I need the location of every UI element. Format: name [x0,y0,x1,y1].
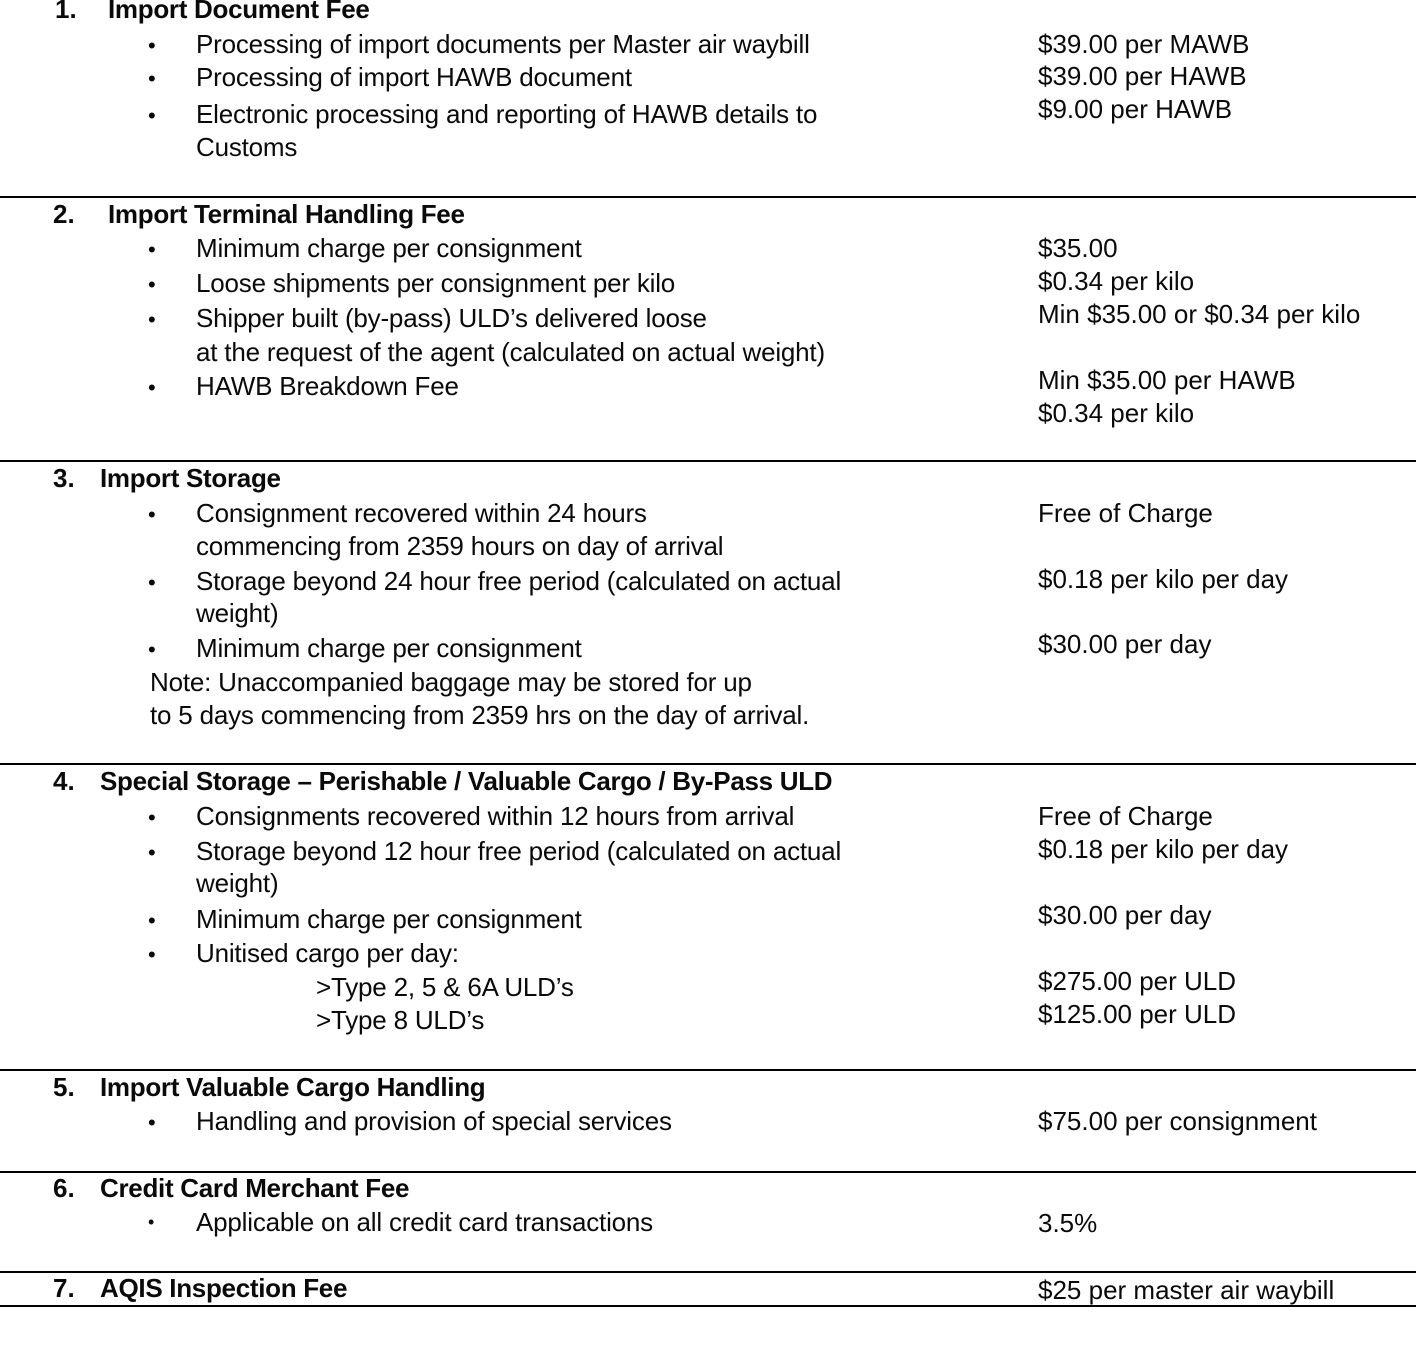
bullet-icon: • [148,33,156,58]
item-description: Minimum charge per consignment [196,904,582,934]
bullet-icon: • [148,502,156,527]
section-number: 5. [53,1072,75,1102]
bullet-icon: • [148,307,156,332]
section-divider [0,196,1416,198]
item-price: $30.00 per day [1038,900,1212,930]
section-number: 3. [53,463,75,493]
section-divider [0,460,1416,462]
section-title: Import Storage [100,463,281,493]
item-price: 3.5% [1038,1208,1098,1238]
item-price: $39.00 per HAWB [1038,61,1247,91]
bullet-icon: • [148,66,156,91]
uld-type-price: $275.00 per ULD [1038,966,1237,996]
bullet-icon: • [148,637,156,662]
item-price: Min $35.00 or $0.34 per kilo [1038,299,1361,329]
uld-type-label: >Type 2, 5 & 6A ULD’s [316,972,574,1002]
bullet-icon: • [148,1212,155,1232]
item-description: Processing of import documents per Master air waybill [196,29,810,59]
uld-type-price: $125.00 per ULD [1038,999,1237,1029]
bullet-icon: • [148,103,156,128]
section-divider [0,1069,1416,1071]
item-price: Free of Charge [1038,498,1213,528]
section-title: AQIS Inspection Fee [100,1273,348,1303]
item-description: Handling and provision of special services [196,1106,672,1136]
item-price: Free of Charge [1038,801,1213,831]
item-description: Consignment recovered within 24 hours [196,498,647,528]
item-price: $30.00 per day [1038,629,1212,659]
item-price: $75.00 per consignment [1038,1106,1317,1136]
bullet-icon: • [148,840,156,865]
item-description: Storage beyond 24 hour free period (calculated on actual [196,566,842,596]
section-number: 1. [55,0,77,24]
item-price: $25 per master air waybill [1038,1275,1335,1305]
item-price: $39.00 per MAWB [1038,29,1250,59]
item-description: Consignments recovered within 12 hours from arrival [196,801,795,831]
uld-type-label: >Type 8 ULD’s [316,1005,485,1035]
section-number: 4. [53,766,75,796]
item-price: Min $35.00 per HAWB [1038,365,1296,395]
bullet-icon: • [148,570,156,595]
item-description: Electronic processing and reporting of HAWB details to [196,99,818,129]
item-description-cont: at the request of the agent (calculated on actual weight) [196,337,825,367]
bullet-icon: • [148,375,156,400]
bullet-icon: • [148,942,156,967]
item-price: $9.00 per HAWB [1038,94,1233,124]
item-description: Unitised cargo per day: [196,938,459,968]
item-price: $35.00 [1038,233,1118,263]
item-price: $0.34 per kilo [1038,398,1195,428]
section-number: 7. [53,1273,75,1303]
item-description-cont: weight) [196,868,279,898]
section-number: 6. [53,1173,75,1203]
item-price: $0.18 per kilo per day [1038,834,1289,864]
item-description-cont: Customs [196,132,298,162]
item-price: $0.34 per kilo [1038,266,1195,296]
bullet-icon: • [148,1110,156,1135]
item-description: Processing of import HAWB document [196,62,632,92]
item-description: Applicable on all credit card transactions [196,1207,653,1237]
section-divider [0,763,1416,765]
section-title: Credit Card Merchant Fee [100,1173,410,1203]
item-description: Shipper built (by-pass) ULD’s delivered loose [196,303,707,333]
item-description: Minimum charge per consignment [196,633,582,663]
item-price: $0.18 per kilo per day [1038,564,1289,594]
section-number: 2. [53,199,75,229]
bullet-icon: • [148,237,156,262]
item-description-cont: weight) [196,598,279,628]
item-description-cont: commencing from 2359 hours on day of arrival [196,531,724,561]
section-title: Special Storage – Perishable / Valuable Cargo / By-Pass ULD [100,766,833,796]
item-description: Storage beyond 12 hour free period (calculated on actual [196,836,842,866]
storage-note-cont: to 5 days commencing from 2359 hrs on the day of arrival. [150,700,810,730]
bullet-icon: • [148,805,156,830]
bullet-icon: • [148,272,156,297]
section-title: Import Document Fee [108,0,370,24]
item-description: HAWB Breakdown Fee [196,371,459,401]
item-description: Minimum charge per consignment [196,233,582,263]
bullet-icon: • [148,908,156,933]
section-title: Import Terminal Handling Fee [108,199,465,229]
storage-note: Note: Unaccompanied baggage may be stored for up [150,667,752,697]
section-title: Import Valuable Cargo Handling [100,1072,486,1102]
item-description: Loose shipments per consignment per kilo [196,268,676,298]
